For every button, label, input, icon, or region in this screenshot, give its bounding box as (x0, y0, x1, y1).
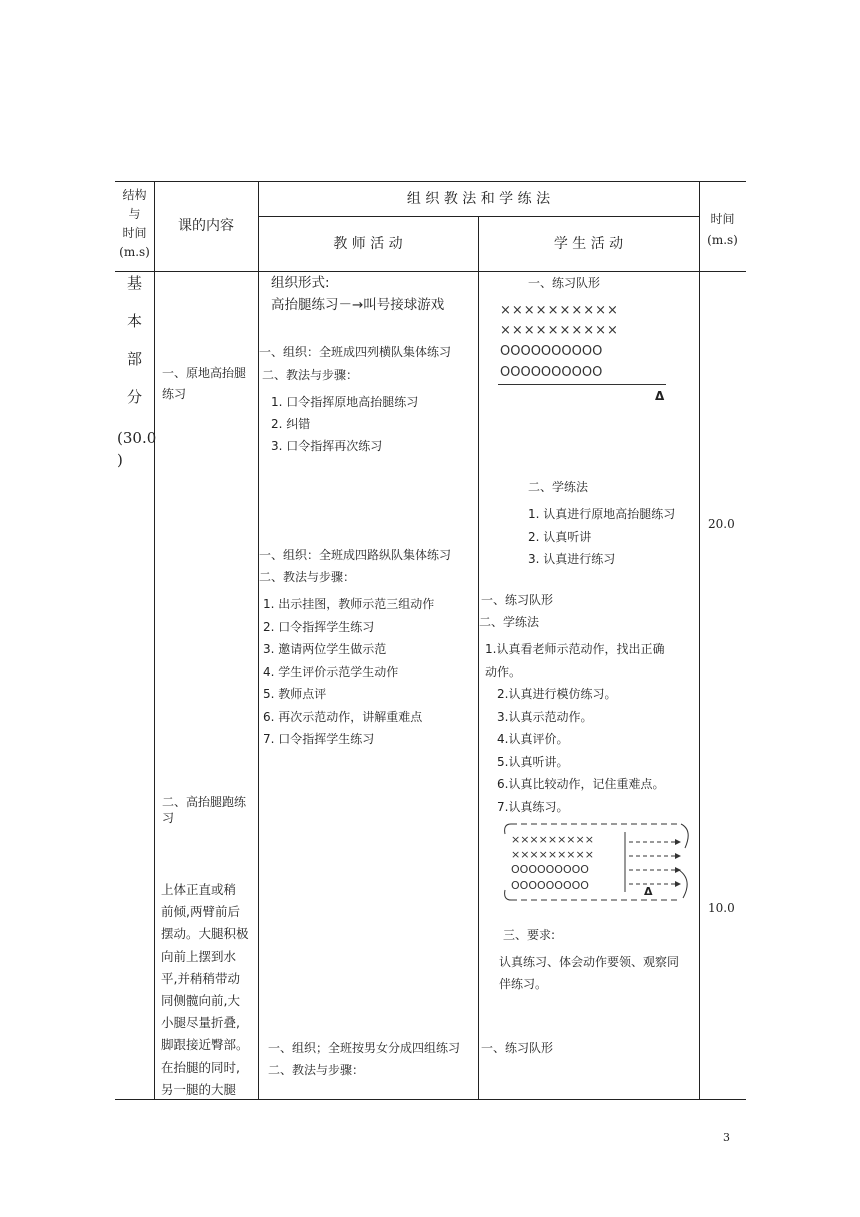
formation2-row-2: ××××××××× (511, 848, 594, 861)
formation2-row-1: ××××××××× (511, 833, 594, 846)
teacher-block2-org: 一、组织：全班成四路纵队集体练习 (259, 548, 452, 562)
section-label-char-2: 本 (127, 312, 143, 330)
section-label-char-4: 分 (127, 388, 143, 406)
formation1-row-4: OOOOOOOOOO (500, 365, 603, 380)
formation2-row-3: OOOOOOOOO (511, 863, 589, 876)
student-practice1-title: 二、学练法 (528, 480, 589, 494)
header-bottom-border (115, 271, 746, 272)
teacher-org-flow: 高抬腿练习－→叫号接球游戏 (271, 297, 445, 313)
header-student-activity: 学 生 活 动 (553, 236, 624, 252)
student-practice2-title: 二、学练法 (479, 615, 540, 629)
student-requirement-title: 三、要求: (503, 928, 556, 942)
content-item-1: 一、原地高抬腿 练习 (162, 366, 247, 401)
header-structure-time: 结构 与 时间 (m.s) (119, 188, 150, 259)
section-label-char-3: 部 (127, 350, 143, 368)
header-lesson-content: 课的内容 (178, 218, 234, 234)
section-label-char-1: 基 (127, 274, 143, 292)
section-duration: (30.0 ) (117, 429, 157, 469)
student-practice2-steps: 1.认真看老师示范动作，找出正确 动作。 2.认真进行模仿练习。 3.认真示范动作。 4.认真评价。 5.认真听讲。 6.认真比较动作，记住重难点。 7.认真练习。 (485, 642, 665, 814)
teacher-block1-method: 二、教法与步骤： (262, 368, 359, 382)
teacher-block3-org: 一、组织；全班按男女分成四组练习 (268, 1041, 461, 1055)
content-item-2: 二、高抬腿跑练 习 (162, 795, 247, 825)
formation1-row-3: OOOOOOOOOO (500, 344, 603, 359)
student-practice1-steps: 1. 认真进行原地高抬腿练习 2. 认真听讲 3. 认真进行练习 (528, 507, 676, 566)
col-divider-2 (258, 181, 259, 1099)
header-teacher-activity: 教 师 活 动 (333, 236, 403, 252)
col-divider-3 (478, 216, 479, 1099)
teacher-org-form: 组织形式: (271, 275, 330, 291)
header-time: 时间 (m.s) (707, 212, 738, 247)
teacher-block2-steps: 1. 出示挂图，教师示范三组动作 2. 口令指挥学生练习 3. 邀请两位学生做示范 4. 学生评价示范学生动作 5. 教师点评 6. 再次示范动作，讲解重难点 7. 口令指挥学生练习 (263, 597, 435, 746)
time-value-2: 10.0 (708, 901, 735, 915)
formation1-row-1: ×××××××××× (500, 303, 619, 318)
teacher-block3-method: 二、教法与步骤： (268, 1063, 365, 1077)
formation1-baseline (498, 384, 666, 385)
formation-diagram-1 (498, 302, 670, 406)
teacher-block1-steps: 1. 口令指挥原地高抬腿练习 2. 纠错 3. 口令指挥再次练习 (271, 395, 419, 453)
page-number: 3 (723, 1131, 730, 1144)
content-item-2-description: 上体正直或稍 前倾,两臂前后 摆动。大腿积极 向前上摆到水 平,并稍稍带动 同侧髋向前,大 小腿尽量折叠, 脚跟接近臀部。 在抬腿的同时, 另一腿的大腿 (161, 882, 249, 1097)
col-divider-4 (699, 181, 700, 1099)
teacher-block1-org: 一、组织：全班成四列横队集体练习 (259, 345, 452, 359)
formation2-row-4: OOOOOOOOO (511, 879, 589, 892)
student-formation1-title: 一、练习队形 (528, 276, 601, 290)
header-organization-method: 组 织 教 法 和 学 练 法 (406, 191, 551, 207)
teacher-block2-method: 二、教法与步骤： (259, 570, 356, 584)
time-value-1: 20.0 (708, 517, 735, 531)
student-formation4-title: 一、练习队形 (481, 1041, 554, 1055)
student-formation2-title: 一、练习队形 (481, 593, 554, 607)
formation1-row-2: ×××××××××× (500, 323, 619, 338)
formation1-teacher-mark: Δ (655, 389, 665, 403)
formation-diagram-2 (503, 820, 693, 904)
formation2-teacher-mark: Δ (644, 885, 653, 898)
col-divider-1 (154, 181, 155, 1099)
student-requirement-text: 认真练习、体会动作要领、观察同 伴练习。 (499, 955, 680, 991)
table-top-border (115, 181, 746, 182)
